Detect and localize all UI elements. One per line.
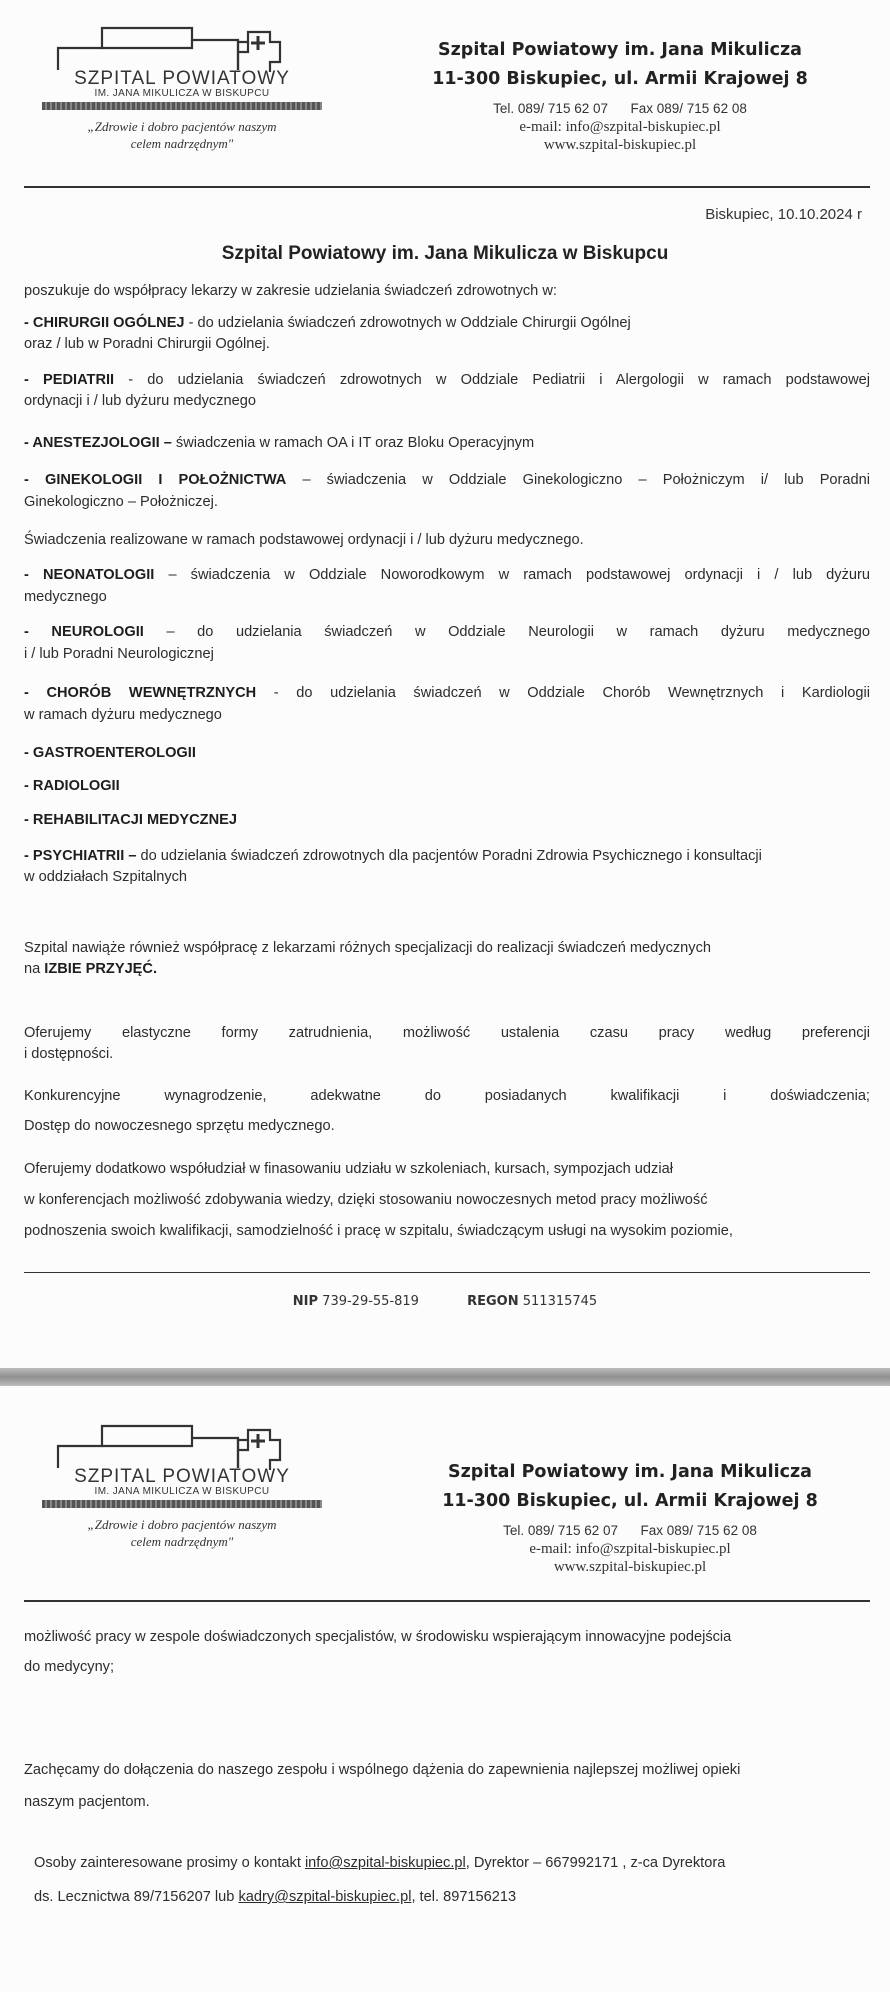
hospital-address-block bbox=[410, 40, 830, 154]
document-title: Szpital Powiatowy im. Jana Mikulicza w Biskupcu bbox=[221, 243, 669, 264]
logo-name: SZPITAL POWIATOWY bbox=[74, 1466, 290, 1487]
intro-text: poszukuje do współpracy lekarzy w zakresie udzielania świadczeń zdrowotnych w: bbox=[24, 283, 557, 299]
website[interactable]: www.szpital-biskupiec.pl bbox=[543, 137, 697, 153]
list-item: - REHABILITACJI MEDYCZNEJ bbox=[24, 812, 237, 828]
list-item: - RADIOLOGII bbox=[24, 778, 120, 794]
list-item: - PSYCHIATRII – do udzielania świadczeń zdrowotnych dla pacjentów Poradni Zdrowia Psychicznego i konsultacji w oddziałach Szpitalnych bbox=[24, 848, 762, 885]
building-icon bbox=[42, 18, 322, 74]
services-note: Świadczenia realizowane w ramach podstawowej ordynacji i / lub dyżuru medycznego. bbox=[24, 532, 584, 548]
list-item-continuation: w ramach dyżuru medycznego bbox=[24, 707, 222, 723]
logo-bar bbox=[42, 102, 322, 110]
hospital-address: 11-300 Biskupiec, ul. Armii Krajowej 8 bbox=[432, 69, 808, 89]
motto: „Zdrowie i dobro pacjentów naszym celem nadrzędnym" bbox=[87, 1517, 277, 1549]
pay-paragraph: Konkurencyjne wynagrodzenie, adekwatne do posiadanych kwalifikacji i doświadczenia; Dostęp do nowoczesnego sprzętu medycznego. bbox=[24, 1088, 870, 1134]
document-date: Biskupiec, 10.10.2024 r bbox=[705, 206, 862, 223]
contact-paragraph: Osoby zainteresowane prosimy o kontakt info@szpital-biskupiec.pl, Dyrektor – 667992171 , z-ca Dyrektora ds. Lecznictwa 89/7156207 lub kadry@szpital-biskupiec.pl, tel. 897156213 bbox=[34, 1855, 726, 1905]
hospital-logo bbox=[42, 18, 322, 152]
logo-name: SZPITAL POWIATOWY bbox=[74, 68, 290, 89]
company-ids: NIP 739-29-55-819 REGON 511315745 bbox=[292, 1294, 598, 1309]
list-item: - PEDIATRII - do udzielania świadczeń zdrowotnych w Oddziale Pediatrii i Alergologii w ramach podstawowej bbox=[24, 372, 870, 388]
hospital-logo bbox=[42, 1416, 322, 1550]
logo-subtitle: IM. JANA MIKULICZA W BISKUPCU bbox=[94, 88, 270, 99]
list-item-continuation: Ginekologiczno – Położniczej. bbox=[24, 494, 218, 510]
email-line: e-mail: info@szpital-biskupiec.pl bbox=[529, 1541, 731, 1557]
footer-divider bbox=[24, 1272, 870, 1273]
invitation-paragraph: Zachęcamy do dołączenia do naszego zespołu i wspólnego dążenia do zapewnienia najlepszej możliwej opieki naszym pacjentom. bbox=[24, 1762, 741, 1810]
extra-offer-paragraph: Oferujemy dodatkowo współudział w finasowaniu udziału w szkoleniach, kursach, sympozjach udział w konferencjach możliwość zdobywania wiedzy, dzięki stosowaniu nowoczesnych metod pracy możliwość podnoszenia swoich kwalifikacji, samodzielność i pracę w szpitalu, świadczącym usługi na wysokim poziomie, bbox=[24, 1161, 733, 1239]
email-line: e-mail: info@szpital-biskupiec.pl bbox=[519, 119, 721, 135]
list-item: - ANESTEZJOLOGII – świadczenia w ramach OA i IT oraz Bloku Operacyjnym bbox=[24, 435, 535, 451]
list-item: - CHORÓB WEWNĘTRZNYCH - do udzielania świadczeń w Oddziale Chorób Wewnętrznych i Kardiologii bbox=[24, 685, 870, 701]
website[interactable]: www.szpital-biskupiec.pl bbox=[553, 1559, 707, 1575]
document-page-2 bbox=[0, 1386, 890, 1992]
contact-email-link[interactable]: info@szpital-biskupiec.pl bbox=[304, 1855, 466, 1871]
building-icon bbox=[42, 1416, 322, 1472]
list-item-continuation: i / lub Poradni Neurologicznej bbox=[24, 646, 214, 662]
hospital-name: Szpital Powiatowy im. Jana Mikulicza bbox=[438, 40, 802, 60]
admission-paragraph: Szpital nawiąże również współpracę z lekarzami różnych specjalizacji do realizacji świadczeń medycznych na IZBIE PRZYJĘĆ. bbox=[24, 940, 712, 977]
list-item-continuation: medycznego bbox=[24, 589, 107, 605]
list-item: - NEUROLOGII – do udzielania świadczeń w Oddziale Neurologii w ramach dyżuru medycznego bbox=[24, 624, 870, 640]
continuation-paragraph: możliwość pracy w zespole doświadczonych specjalistów, w środowisku wspierającym innowacyjne podejścia do medycyny; bbox=[24, 1629, 732, 1675]
phone-fax: Tel. 089/ 715 62 07 Fax 089/ 715 62 08 bbox=[493, 101, 747, 116]
hospital-name: Szpital Powiatowy im. Jana Mikulicza bbox=[448, 1462, 812, 1482]
offer-paragraph: Oferujemy elastyczne formy zatrudnienia, możliwość ustalenia czasu pracy według preferencji i dostępności. bbox=[24, 1025, 870, 1062]
list-item-continuation: ordynacji i / lub dyżuru medycznego bbox=[24, 393, 256, 409]
header-divider bbox=[24, 186, 870, 188]
hr-email-link[interactable]: kadry@szpital-biskupiec.pl bbox=[238, 1889, 412, 1905]
hospital-address-block bbox=[420, 1462, 840, 1576]
logo-subtitle: IM. JANA MIKULICZA W BISKUPCU bbox=[94, 1486, 270, 1497]
phone-fax: Tel. 089/ 715 62 07 Fax 089/ 715 62 08 bbox=[503, 1523, 757, 1538]
hospital-address: 11-300 Biskupiec, ul. Armii Krajowej 8 bbox=[442, 1491, 818, 1511]
page-separator bbox=[0, 1368, 890, 1386]
list-item: - GINEKOLOGII I POŁOŻNICTWA – świadczenia w Oddziale Ginekologiczno – Położniczym i/ lub Poradni bbox=[24, 472, 870, 488]
list-item: - NEONATOLOGII – świadczenia w Oddziale Noworodkowym w ramach podstawowej ordynacji i / lub dyżuru bbox=[24, 567, 870, 583]
list-item: - CHIRURGII OGÓLNEJ - do udzielania świadczeń zdrowotnych w Oddziale Chirurgii Ogólnej oraz / lub w Poradni Chirurgii Ogólnej. bbox=[24, 315, 631, 352]
motto: „Zdrowie i dobro pacjentów naszym celem nadrzędnym" bbox=[87, 119, 277, 151]
list-item: - GASTROENTEROLOGII bbox=[24, 745, 196, 761]
logo-bar bbox=[42, 1500, 322, 1508]
header-divider bbox=[24, 1600, 870, 1602]
